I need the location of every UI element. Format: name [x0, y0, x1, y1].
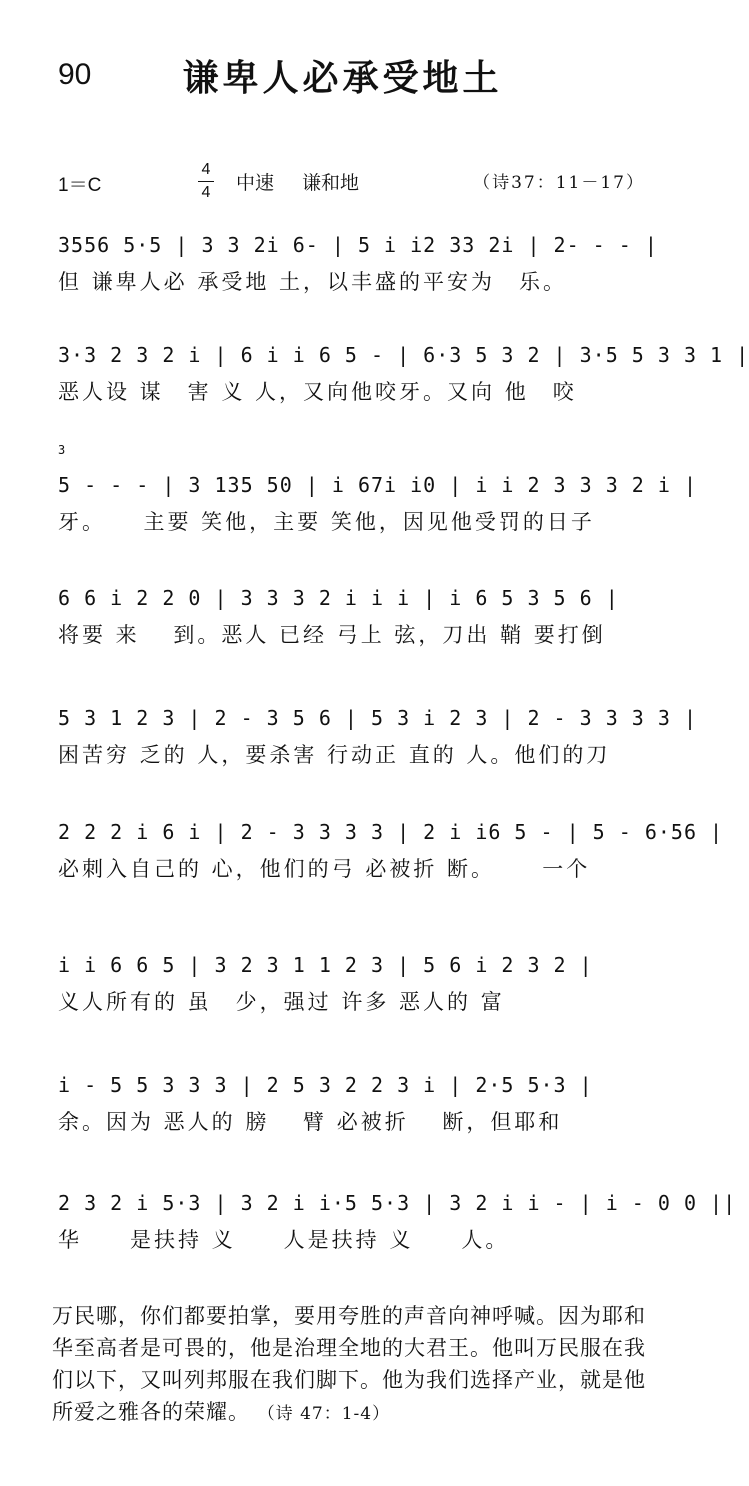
score-system-2 — [58, 335, 749, 409]
notation-line: 2 3 2 i 5·3 | 3 2 i i·5 5·3 | 3 2 i i - | i - 0 0 || — [58, 1191, 737, 1215]
closing-scripture-text: 万民哪，你们都要拍掌，要用夸胜的声音向神呼喊。因为耶和华至高者是可畏的，他是治理全地的大君王。他叫万民服在我们以下，又叫列邦服在我们脚下。他为我们选择产业，就是他所爱之雅各的荣耀。 — [52, 1304, 646, 1424]
score-system-1 — [58, 225, 658, 299]
notation-line: 5 3 1 2 3 | 2 - 3 5 6 | 5 3 i 2 3 | 2 - 3 3 3 3 | — [58, 706, 698, 730]
notation-line: 6 6 i 2 2 0 | 3 3 3 2 i i i | i 6 5 3 5 6 | — [58, 586, 619, 610]
notation-line: i i 6 6 5 | 3 2 3 1 1 2 3 | 5 6 i 2 3 2 | — [58, 953, 593, 977]
score-system-5 — [58, 698, 698, 772]
score-system-9 — [58, 1183, 737, 1257]
lyrics-line: 义人所有的 虽 少，强过 许多 恶人的 富 — [58, 990, 505, 1014]
notation-line: 5 - - - | 3 135 50 | i 67i i0 | i i 2 3 3 3 2 i | — [58, 473, 698, 497]
lyrics-line: 必刺入自己的 心，他们的弓 必被折 断。 一个 — [58, 857, 591, 881]
score-header — [58, 160, 645, 206]
notation-line: 3556 5·5 | 3 3 2i 6- | 5 i i2 33 2i | 2- - - | — [58, 233, 658, 257]
score-system-8 — [58, 1065, 648, 1139]
notation-line: 2 2 2 i 6 i | 2 - 3 3 3 3 | 2 i i6 5 - | 5 - 6·56 | — [58, 820, 724, 844]
lyrics-line: 牙。 主要 笑他，主要 笑他，因见他受罚的日子 — [58, 510, 595, 534]
lyrics-line: 但 谦卑人必 承受地 土，以丰盛的平安为 乐。 — [58, 270, 568, 294]
page-number: 90 — [58, 58, 92, 91]
time-signature-top: 4 — [201, 161, 211, 178]
lyrics-line: 将要 来 到。恶人 已经 弓上 弦，刀出 鞘 要打倒 — [58, 623, 606, 647]
grace-note: 3 — [58, 443, 66, 457]
lyrics-line: 困苦穷 乏的 人，要杀害 行动正 直的 人。他们的刀 — [58, 743, 611, 767]
score-system-6 — [58, 812, 724, 886]
score-system-7 — [58, 945, 648, 1019]
lyrics-line: 华 是扶持 义 人是扶持 义 人。 — [58, 1228, 510, 1252]
closing-scripture-reference: （诗 47：1-4） — [257, 1404, 391, 1424]
lyrics-line: 余。因为 恶人的 膀 臂 必被折 断，但耶和 — [58, 1110, 563, 1134]
scripture-reference: （诗37：11－17） — [473, 173, 645, 193]
tempo-marking: 中速 — [236, 172, 275, 194]
time-signature-bottom: 4 — [201, 184, 211, 201]
lyrics-line: 恶人设 谋 害 义 人，又向他咬牙。又向 他 咬 — [58, 380, 577, 404]
song-title: 谦卑人必承受地土 — [182, 57, 503, 99]
notation-line: i - 5 5 3 3 3 | 2 5 3 2 2 3 i | 2·5 5·3 | — [58, 1073, 593, 1097]
score-system-3 — [58, 443, 698, 539]
score-system-4 — [58, 578, 648, 652]
key-signature: 1＝C — [58, 175, 102, 196]
expression-marking: 谦和地 — [302, 172, 360, 194]
time-signature — [198, 160, 214, 203]
notation-line: 3·3 2 3 2 i | 6 i i 6 5 - | 6·3 5 3 2 | 3·5 5 3 3 1 | — [58, 343, 749, 367]
closing-scripture — [52, 1300, 652, 1430]
